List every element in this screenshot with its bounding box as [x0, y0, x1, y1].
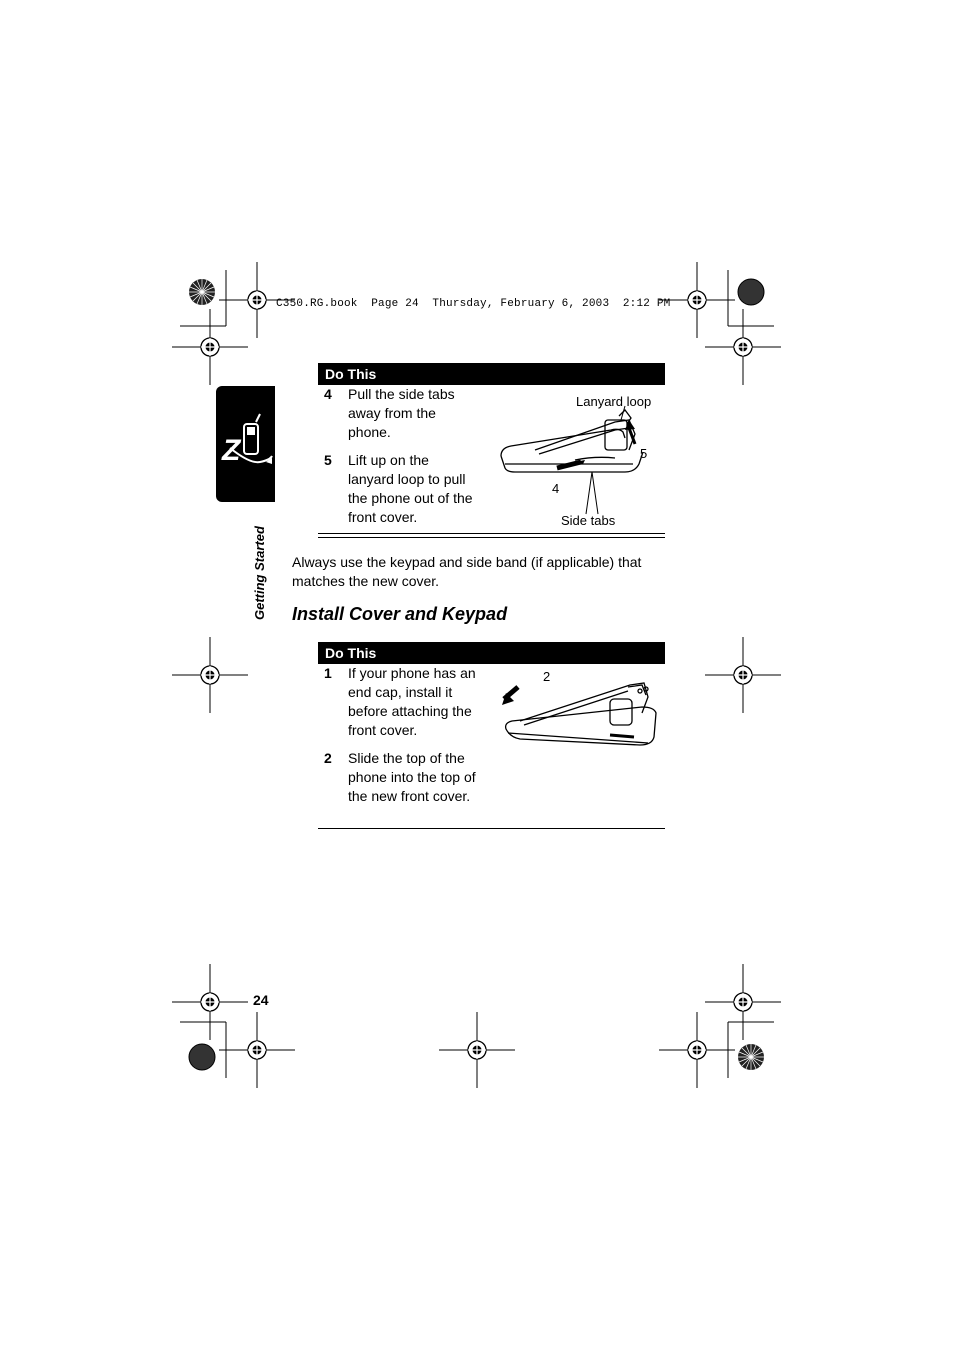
table-header: Do This	[318, 642, 665, 664]
table-header: Do This	[318, 363, 665, 385]
callout-2: 2	[543, 669, 551, 684]
instruction-table-1	[318, 363, 665, 538]
phone-insertion-illustration	[500, 677, 665, 757]
page-number: 24	[253, 992, 269, 1008]
phone-removal-illustration	[495, 398, 665, 528]
step-number: 1	[324, 665, 332, 681]
step-text: Lift up on the lanyard loop to pull the phone out of the front cover.	[348, 452, 473, 525]
step-number: 5	[324, 452, 332, 468]
section-label: Getting Started	[252, 526, 267, 620]
registration-mark-bottom-left	[189, 1044, 215, 1070]
step-text: Pull the side tabs away from the phone.	[348, 386, 455, 440]
note-paragraph: Always use the keypad and side band (if applicable) that matches the new cover.	[292, 554, 642, 589]
table-bottom-rule	[318, 537, 665, 538]
table-bottom-rule	[318, 828, 665, 829]
registration-mark-top-left	[189, 279, 215, 305]
step-text: If your phone has an end cap, install it before attaching the front cover.	[348, 665, 476, 738]
chapter-tab	[216, 386, 275, 502]
lanyard-loop-label: Lanyard loop	[576, 394, 652, 409]
registration-mark-top-right	[738, 279, 764, 305]
svg-text:Z: Z	[222, 434, 241, 467]
side-tabs-label: Side tabs	[561, 513, 616, 528]
callout-4: 4	[552, 481, 560, 496]
registration-mark-bottom-right	[738, 1044, 764, 1070]
callout-5: 5	[640, 446, 648, 461]
step-text: Slide the top of the phone into the top of the new front cover.	[348, 750, 476, 804]
step-number: 2	[324, 750, 332, 766]
table-bottom-rule	[318, 533, 665, 534]
instruction-table-2	[318, 642, 665, 830]
phone-icon	[216, 386, 275, 502]
section-heading: Install Cover and Keypad	[292, 604, 508, 624]
step-number: 4	[324, 386, 332, 402]
running-header: C350.RG.book Page 24 Thursday, February 6, 2003 2:12 PM	[276, 298, 671, 310]
